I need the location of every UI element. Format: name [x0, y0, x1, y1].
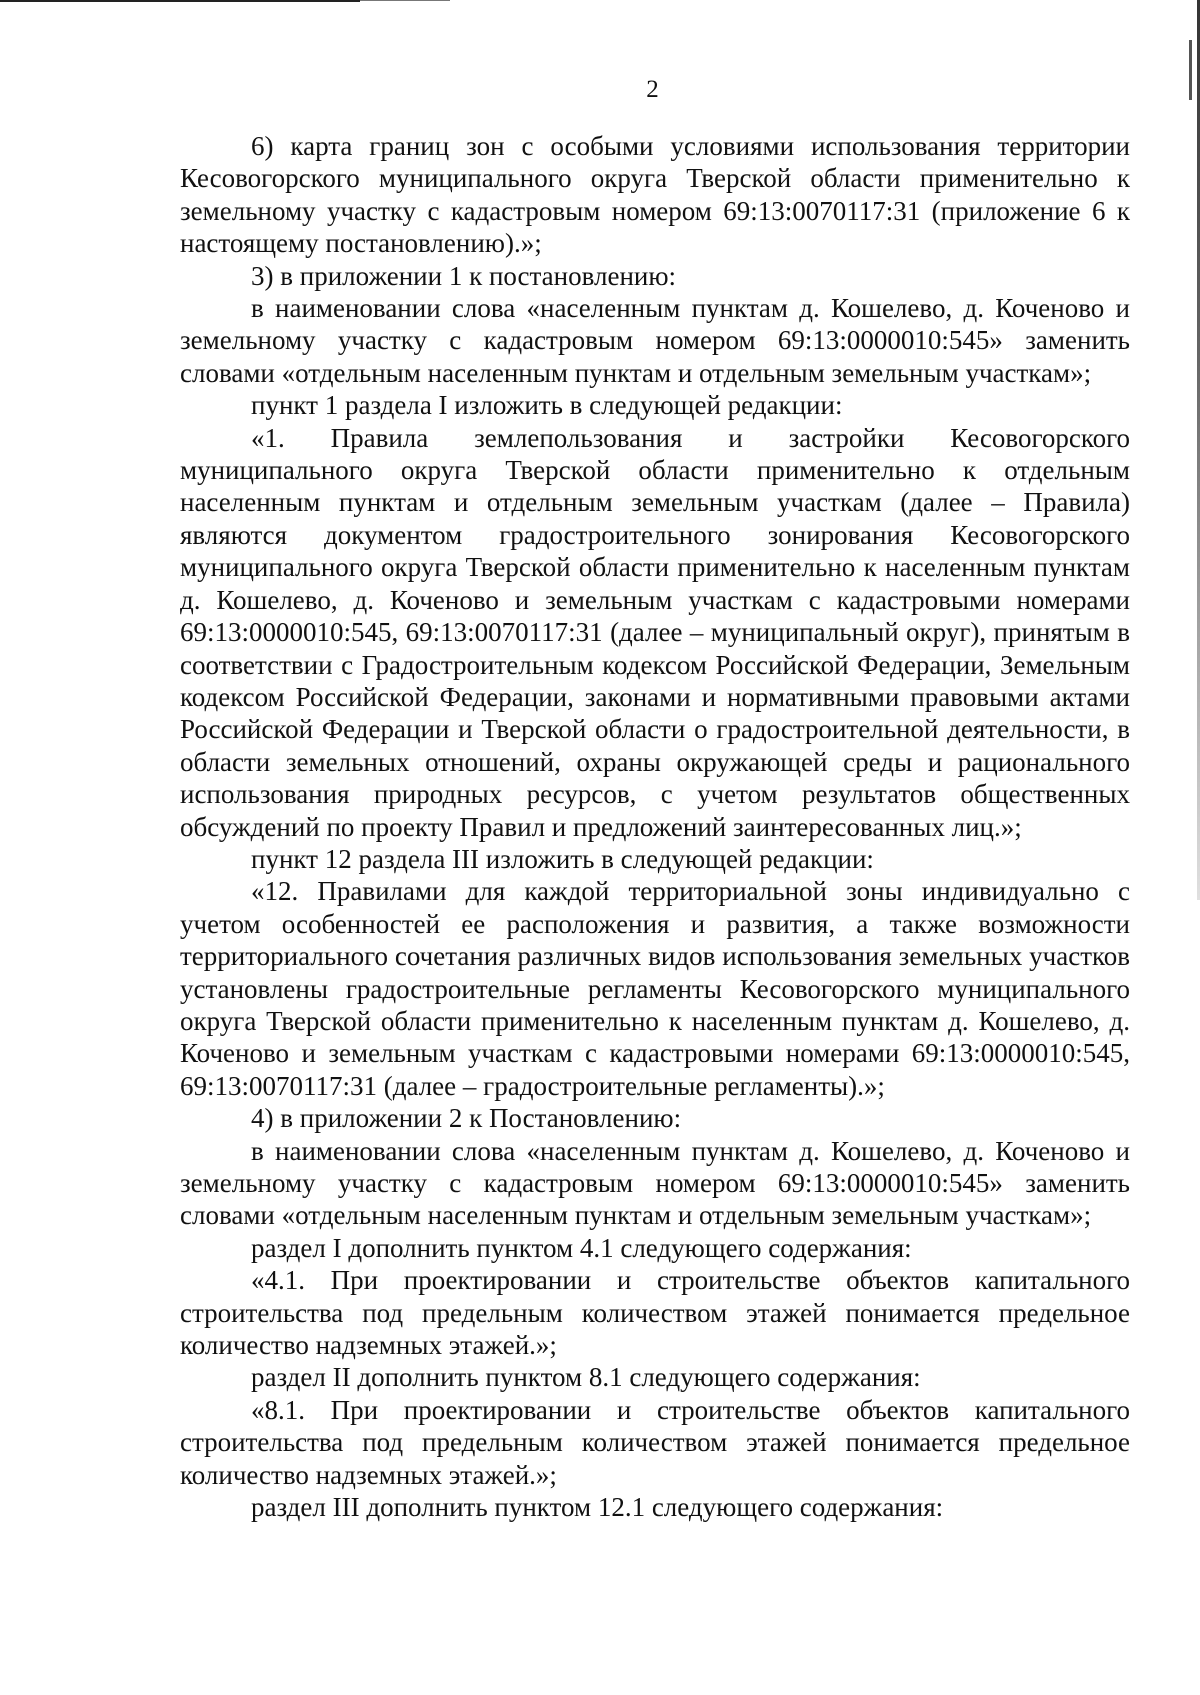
paragraph-appendix-1-heading: 3) в приложении 1 к постановлению:	[251, 260, 677, 291]
paragraph-section-1-point-4-1-intro: раздел I дополнить пунктом 4.1 следующего содержания:	[251, 1232, 912, 1263]
paragraph-section-3-point-12-intro: пункт 12 раздела III изложить в следующей редакции:	[251, 843, 874, 874]
paragraph-item-6-map: 6) карта границ зон с особыми условиями использования территории Кесовогорского муниципального округа Тверской области применительно к земельному участку с кадастровым номером 69:13:0070117:31 (приложение 6 к настоящему постановлению).»;	[180, 131, 1130, 259]
paragraph-section-2-point-8-1-intro: раздел II дополнить пунктом 8.1 следующего содержания:	[251, 1362, 921, 1393]
scan-top-edge-line	[0, 0, 360, 2]
paragraph-rules-point-1: «1. Правила землепользования и застройки Кесовогорского муниципального округа Тверской области применительно к отдельным населенным пунктам и отдельным земельным участкам (далее – Правила) являются документом градостроительного зонирования Кесовогорского муниципального округа Тверской области применительно к населенным пунктам д. Кошелево, д. Коченово и земельным участкам с кадастровыми номерами 69:13:0000010:545, 69:13:0070117:31 (далее – муниципальный округ), принятым в соответствии с Градостроительным кодексом Российской Федерации, Земельным кодексом Российской Федерации, законами и нормативными правовыми актами Российской Федерации и Тверской области о градостроительной деятельности, в области земельных отношений, охраны окружающей среды и рационального использования природных ресурсов, с учетом результатов общественных обсуждений по проекту Правил и предложений заинтересованных лиц.»;	[180, 422, 1130, 842]
paragraph-point-4-1: «4.1. При проектировании и строительстве объектов капитального строительства под предельным количеством этажей понимается предельное количество надземных этажей.»;	[180, 1265, 1130, 1361]
paragraph-section-3-point-12-1-intro: раздел III дополнить пунктом 12.1 следующего содержания:	[251, 1492, 944, 1523]
paragraph-rules-point-12: «12. Правилами для каждой территориальной зоны индивидуально с учетом особенностей ее расположения и развития, а также возможности территориального сочетания различных видов использования земельных участков установлены градостроительные регламенты Кесовогорского муниципального округа Тверской области применительно к населенным пунктам д. Кошелево, д. Коченово и земельным участкам с кадастровыми номерами 69:13:0000010:545, 69:13:0070117:31 (далее – градостроительные регламенты).»;	[180, 876, 1130, 1101]
paragraph-appendix-2-heading: 4) в приложении 2 к Постановлению:	[251, 1103, 682, 1134]
page-number: 2	[646, 76, 659, 103]
scan-top-edge-line-faint	[360, 0, 450, 1]
paragraph-section-1-point-1-intro: пункт 1 раздела I изложить в следующей редакции:	[251, 390, 843, 421]
paragraph-appendix-2-title-change: в наименовании слова «населенным пунктам д. Кошелево, д. Коченово и земельному участку с кадастровым номером 69:13:0000010:545» заменить словами «отдельным населенным пунктам и отдельным земельным участкам»;	[180, 1135, 1130, 1231]
paragraph-appendix-1-title-change: в наименовании слова «населенным пунктам д. Кошелево, д. Коченово и земельному участку с кадастровым номером 69:13:0000010:545» заменить словами «отдельным населенным пунктам и отдельным земельным участкам»;	[180, 293, 1130, 388]
paragraph-point-8-1: «8.1. При проектировании и строительстве объектов капитального строительства под предельным количеством этажей понимается предельное количество надземных этажей.»;	[180, 1394, 1130, 1490]
document-body	[180, 130, 1130, 1523]
